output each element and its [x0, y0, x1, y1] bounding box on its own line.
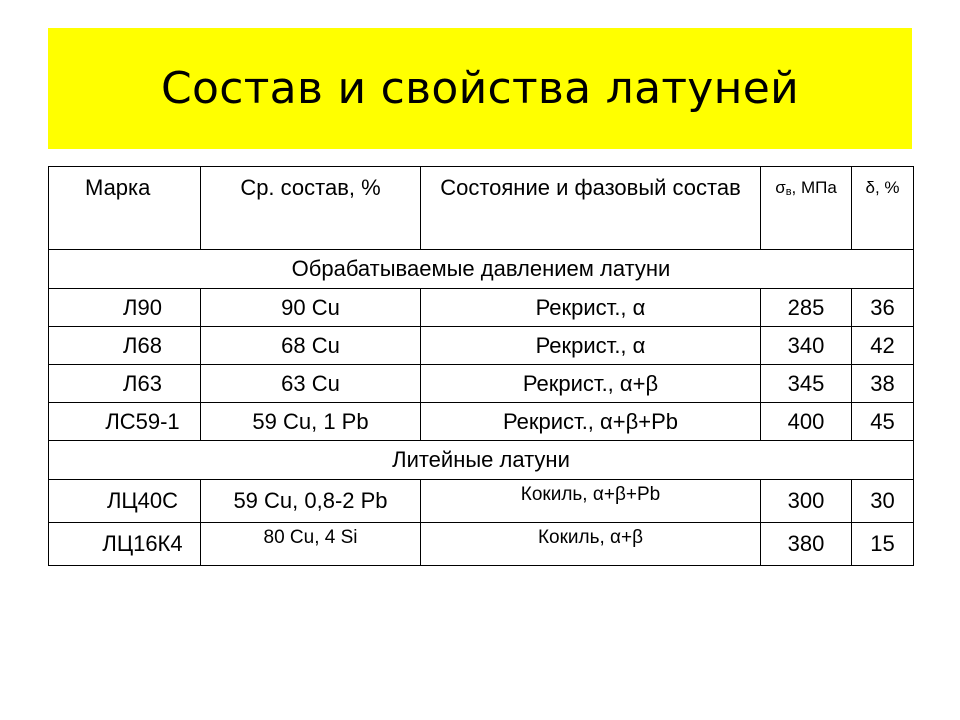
cell-sigma: 345	[761, 365, 852, 403]
group-row	[49, 250, 914, 289]
cell-composition: 59 Cu, 0,8-2 Pb	[201, 480, 421, 523]
cell-sigma: 380	[761, 523, 852, 566]
header-delta: δ, %	[852, 167, 914, 250]
header-sigma	[761, 167, 852, 250]
cell-grade: Л68	[49, 327, 201, 365]
table-row	[49, 365, 914, 403]
cell-grade: Л90	[49, 289, 201, 327]
cell-state: Рекрист., α	[421, 327, 761, 365]
sigma-unit: , МПа	[791, 178, 837, 197]
title-banner	[48, 28, 912, 149]
cell-delta: 30	[852, 480, 914, 523]
sigma-symbol: σ	[775, 178, 786, 197]
table-row	[49, 403, 914, 441]
cell-sigma: 400	[761, 403, 852, 441]
cell-grade: ЛЦ16К4	[49, 523, 201, 566]
cell-state: Рекрист., α+β+Pb	[421, 403, 761, 441]
group-title-wrought: Обрабатываемые давлением латуни	[49, 250, 914, 289]
cell-delta: 38	[852, 365, 914, 403]
cell-grade: Л63	[49, 365, 201, 403]
cell-state: Кокиль, α+β	[421, 523, 761, 566]
cell-delta: 36	[852, 289, 914, 327]
cell-delta: 15	[852, 523, 914, 566]
slide-title: Состав и свойства латуней	[161, 63, 799, 114]
cell-composition: 68 Cu	[201, 327, 421, 365]
cell-sigma: 285	[761, 289, 852, 327]
cell-state: Кокиль, α+β+Pb	[421, 480, 761, 523]
cell-sigma: 300	[761, 480, 852, 523]
cell-state: Рекрист., α+β	[421, 365, 761, 403]
cell-delta: 45	[852, 403, 914, 441]
cell-sigma: 340	[761, 327, 852, 365]
table-row	[49, 523, 914, 566]
cell-delta: 42	[852, 327, 914, 365]
table-row	[49, 289, 914, 327]
cell-composition: 90 Cu	[201, 289, 421, 327]
table-row	[49, 327, 914, 365]
table-row	[49, 480, 914, 523]
cell-composition: 80 Cu, 4 Si	[201, 523, 421, 566]
header-state: Состояние и фазовый состав	[421, 167, 761, 250]
header-composition: Ср. состав, %	[201, 167, 421, 250]
table-header-row	[49, 167, 914, 250]
cell-state: Рекрист., α	[421, 289, 761, 327]
group-row	[49, 441, 914, 480]
cell-composition: 59 Cu, 1 Pb	[201, 403, 421, 441]
sigma-subscript: в	[785, 186, 792, 198]
cell-grade: ЛС59-1	[49, 403, 201, 441]
group-title-cast: Литейные латуни	[49, 441, 914, 480]
cell-grade: ЛЦ40С	[49, 480, 201, 523]
header-grade: Марка	[49, 167, 201, 250]
brass-properties-table	[48, 166, 914, 566]
cell-composition: 63 Cu	[201, 365, 421, 403]
